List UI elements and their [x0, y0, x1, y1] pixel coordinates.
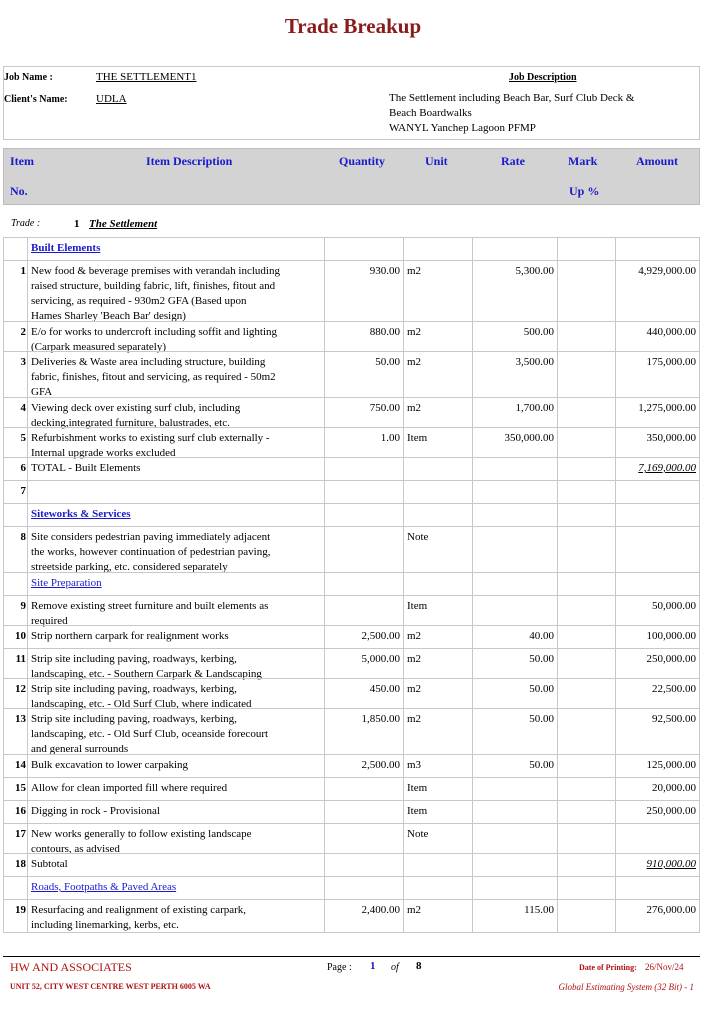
item-description [28, 481, 325, 503]
amount-value: 910,000.00 [646, 858, 696, 870]
item-number: 18 [3, 854, 28, 876]
item-amount [616, 854, 700, 876]
description-line: Site Preparation [31, 577, 102, 589]
item-unit: m2 [404, 709, 473, 754]
item-unit [404, 854, 473, 876]
description-line: Deliveries & Waste area including structure, building [31, 356, 266, 368]
item-rate: 40.00 [473, 626, 558, 648]
item-rate [473, 877, 558, 899]
description-line: Refurbishment works to existing surf club externally - [31, 432, 270, 444]
item-description [28, 709, 325, 754]
job-info-panel [3, 66, 700, 140]
job-name-value: THE SETTLEMENT1 [96, 71, 197, 83]
item-number: 3 [3, 352, 28, 397]
item-unit: m2 [404, 322, 473, 351]
trade-header [3, 212, 700, 236]
item-unit: Item [404, 428, 473, 457]
item-unit [404, 504, 473, 526]
job-description-line: Beach Boardwalks [389, 107, 472, 119]
item-number: 10 [3, 626, 28, 648]
description-line: Internal upgrade works excluded [31, 447, 176, 459]
item-rate: 5,300.00 [473, 261, 558, 321]
footer-date-label: Date of Printing: [579, 963, 637, 972]
col-markup-pct-header: Up % [569, 184, 600, 198]
item-unit: Item [404, 801, 473, 823]
table-row [3, 572, 700, 595]
table-row [3, 678, 700, 708]
item-quantity: 450.00 [325, 679, 404, 708]
item-rate [473, 778, 558, 800]
table-row [3, 595, 700, 625]
description-line: streetside parking, etc. considered separately [31, 561, 228, 573]
description-line: Remove existing street furniture and built elements as [31, 600, 269, 612]
item-amount [616, 322, 700, 351]
table-row [3, 526, 700, 572]
item-markup [558, 481, 616, 503]
client-name-label: Client's Name: [4, 94, 68, 105]
item-quantity: 5,000.00 [325, 649, 404, 678]
amount-value: 22,500.00 [652, 683, 696, 695]
item-quantity: 2,400.00 [325, 900, 404, 932]
item-unit: Note [404, 824, 473, 853]
description-line: Roads, Footpaths & Paved Areas [31, 881, 177, 893]
item-amount [616, 481, 700, 503]
col-rate-header: Rate [501, 154, 525, 168]
footer-page-label: Page : [327, 962, 352, 973]
col-amount-header: Amount [636, 154, 679, 168]
item-quantity: 1.00 [325, 428, 404, 457]
amount-value: 250,000.00 [646, 653, 696, 665]
amount-value: 125,000.00 [646, 759, 696, 771]
item-quantity: 750.00 [325, 398, 404, 427]
description-line: landscaping, etc. - Old Surf Club, where indicated [31, 698, 252, 710]
description-line: the works, however continuation of pedestrian paving, [31, 546, 271, 558]
item-quantity: 880.00 [325, 322, 404, 351]
item-number: 16 [3, 801, 28, 823]
item-quantity [325, 527, 404, 572]
table-row [3, 457, 700, 480]
item-number: 17 [3, 824, 28, 853]
item-amount [616, 709, 700, 754]
description-line: New food & beverage premises with verandah including [31, 265, 280, 277]
description-line: Strip site including paving, roadways, kerbing, [31, 683, 237, 695]
item-number [3, 877, 28, 899]
item-description [28, 778, 325, 800]
item-unit: m2 [404, 900, 473, 932]
item-quantity [325, 824, 404, 853]
item-rate: 50.00 [473, 649, 558, 678]
item-quantity: 930.00 [325, 261, 404, 321]
item-number: 15 [3, 778, 28, 800]
item-number [3, 238, 28, 260]
item-markup [558, 755, 616, 777]
table-row [3, 351, 700, 397]
description-line: contours, as advised [31, 843, 120, 855]
item-rate: 500.00 [473, 322, 558, 351]
item-number: 19 [3, 900, 28, 932]
item-rate [473, 527, 558, 572]
item-markup [558, 428, 616, 457]
item-unit: m2 [404, 352, 473, 397]
amount-value: 92,500.00 [652, 713, 696, 725]
table-row [3, 503, 700, 526]
item-amount [616, 900, 700, 932]
description-line: Resurfacing and realignment of existing carpark, [31, 904, 247, 916]
table-row [3, 777, 700, 800]
description-line: TOTAL - Built Elements [31, 462, 141, 474]
footer-page-number: 1 [370, 960, 376, 972]
footer-system: Global Estimating System (32 Bit) - 1 [558, 982, 694, 992]
table-row [3, 823, 700, 853]
footer-date-value: 26/Nov/24 [645, 962, 684, 972]
item-description [28, 238, 325, 260]
item-quantity [325, 458, 404, 480]
item-number: 1 [3, 261, 28, 321]
item-number: 9 [3, 596, 28, 625]
amount-value: 350,000.00 [646, 432, 696, 444]
item-description [28, 854, 325, 876]
description-line: Digging in rock - Provisional [31, 805, 160, 817]
description-line: Allow for clean imported fill where required [31, 782, 228, 794]
item-number: 5 [3, 428, 28, 457]
trade-label: Trade : [11, 218, 41, 229]
trade-number: 1 [74, 218, 80, 230]
table-row [3, 237, 700, 260]
item-number: 6 [3, 458, 28, 480]
item-description [28, 527, 325, 572]
item-unit: Item [404, 596, 473, 625]
item-number: 13 [3, 709, 28, 754]
item-markup [558, 527, 616, 572]
item-rate [473, 458, 558, 480]
report-title: Trade Breakup [284, 14, 422, 38]
table-row [3, 480, 700, 503]
amount-value: 20,000.00 [652, 782, 696, 794]
item-description [28, 801, 325, 823]
item-markup [558, 458, 616, 480]
item-description [28, 504, 325, 526]
item-quantity: 2,500.00 [325, 626, 404, 648]
item-amount [616, 649, 700, 678]
item-quantity [325, 504, 404, 526]
description-line: Viewing deck over existing surf club, including [31, 402, 241, 414]
item-amount [616, 261, 700, 321]
item-unit [404, 458, 473, 480]
job-description-line: The Settlement including Beach Bar, Surf Club Deck & [389, 92, 635, 104]
item-unit [404, 481, 473, 503]
item-markup [558, 398, 616, 427]
description-line: Site considers pedestrian paving immediately adjacent [31, 531, 271, 543]
item-markup [558, 352, 616, 397]
client-name-value: UDLA [96, 93, 127, 105]
item-rate: 350,000.00 [473, 428, 558, 457]
description-line: Hames Sharley 'Beach Bar' design) [31, 310, 186, 322]
table-row [3, 625, 700, 648]
table-row [3, 648, 700, 678]
item-markup [558, 261, 616, 321]
item-quantity: 50.00 [325, 352, 404, 397]
item-description [28, 679, 325, 708]
footer-company: HW AND ASSOCIATES [10, 960, 132, 974]
item-description [28, 322, 325, 351]
item-number: 11 [3, 649, 28, 678]
item-unit: m2 [404, 398, 473, 427]
description-line: Built Elements [31, 242, 101, 254]
item-description [28, 596, 325, 625]
item-rate: 50.00 [473, 679, 558, 708]
amount-value: 7,169,000.00 [638, 462, 696, 474]
description-line: and general surrounds [31, 743, 129, 755]
trade-items-table [3, 237, 700, 935]
description-line: E/o for works to undercroft including soffit and lighting [31, 326, 278, 338]
description-line: Strip site including paving, roadways, kerbing, [31, 653, 237, 665]
item-amount [616, 527, 700, 572]
item-rate [473, 573, 558, 595]
item-description [28, 900, 325, 932]
table-row [3, 754, 700, 777]
item-number: 14 [3, 755, 28, 777]
item-amount [616, 778, 700, 800]
item-amount [616, 428, 700, 457]
footer-of: of [391, 962, 399, 973]
item-rate [473, 824, 558, 853]
item-description [28, 458, 325, 480]
col-unit-header: Unit [425, 154, 448, 168]
item-unit: Note [404, 527, 473, 572]
item-rate: 50.00 [473, 709, 558, 754]
item-rate: 50.00 [473, 755, 558, 777]
item-unit: Item [404, 778, 473, 800]
description-line: including linemarking, kerbs, etc. [31, 919, 179, 931]
item-amount [616, 458, 700, 480]
job-name-label: Job Name : [4, 72, 53, 83]
item-description [28, 261, 325, 321]
item-number [3, 504, 28, 526]
trade-title: The Settlement [89, 218, 158, 230]
item-quantity [325, 854, 404, 876]
job-description-text [389, 91, 634, 136]
table-row [3, 800, 700, 823]
item-markup [558, 573, 616, 595]
description-line: landscaping, etc. - Old Surf Club, oceanside forecourt [31, 728, 269, 740]
amount-value: 440,000.00 [646, 326, 696, 338]
item-markup [558, 504, 616, 526]
item-amount [616, 626, 700, 648]
description-line: decking,integrated furniture, balustrades, etc. [31, 417, 230, 429]
item-unit [404, 238, 473, 260]
item-rate [473, 801, 558, 823]
description-line: servicing, as required - 930m2 GFA (Based upon [31, 295, 247, 307]
item-description [28, 877, 325, 899]
table-header [3, 148, 700, 205]
item-markup [558, 649, 616, 678]
item-rate [473, 238, 558, 260]
item-markup [558, 596, 616, 625]
description-line: Strip site including paving, roadways, kerbing, [31, 713, 237, 725]
item-rate: 3,500.00 [473, 352, 558, 397]
item-amount [616, 679, 700, 708]
amount-value: 276,000.00 [646, 904, 696, 916]
item-quantity [325, 573, 404, 595]
item-markup [558, 679, 616, 708]
item-quantity [325, 801, 404, 823]
item-amount [616, 352, 700, 397]
footer-total-pages: 8 [416, 960, 422, 972]
item-amount [616, 504, 700, 526]
table-row [3, 260, 700, 321]
col-item-no-header: No. [10, 184, 28, 198]
item-quantity [325, 238, 404, 260]
item-markup [558, 709, 616, 754]
item-quantity [325, 596, 404, 625]
table-row [3, 321, 700, 351]
item-description [28, 428, 325, 457]
item-unit [404, 573, 473, 595]
item-description [28, 649, 325, 678]
item-description [28, 755, 325, 777]
item-amount [616, 877, 700, 899]
item-rate: 115.00 [473, 900, 558, 932]
item-number: 2 [3, 322, 28, 351]
amount-value: 100,000.00 [646, 630, 696, 642]
col-item-header: Item [10, 154, 34, 168]
item-amount [616, 238, 700, 260]
item-description [28, 352, 325, 397]
item-markup [558, 322, 616, 351]
item-quantity [325, 877, 404, 899]
item-amount [616, 755, 700, 777]
item-description [28, 626, 325, 648]
description-line: required [31, 615, 68, 627]
description-line: landscaping, etc. - Southern Carpark & Landscaping [31, 668, 262, 680]
amount-value: 4,929,000.00 [638, 265, 696, 277]
description-line: raised structure, building fabric, lift, finishes, fitout and [31, 280, 276, 292]
item-quantity: 1,850.00 [325, 709, 404, 754]
item-rate [473, 854, 558, 876]
table-row [3, 876, 700, 899]
item-unit: m2 [404, 626, 473, 648]
amount-value: 1,275,000.00 [638, 402, 696, 414]
description-line: Bulk excavation to lower carpaking [31, 759, 189, 771]
description-line: Subtotal [31, 858, 68, 870]
description-line: fabric, finishes, fitout and servicing, as required - 50m2 [31, 371, 276, 383]
item-quantity: 2,500.00 [325, 755, 404, 777]
table-row [3, 708, 700, 754]
table-row [3, 427, 700, 457]
col-markup-header: Mark [568, 154, 598, 168]
job-description-line: WANYL Yanchep Lagoon PFMP [389, 122, 536, 134]
item-unit: m2 [404, 261, 473, 321]
item-quantity [325, 778, 404, 800]
amount-value: 50,000.00 [652, 600, 696, 612]
item-number: 4 [3, 398, 28, 427]
item-amount [616, 596, 700, 625]
item-markup [558, 824, 616, 853]
item-unit: m2 [404, 649, 473, 678]
item-markup [558, 877, 616, 899]
item-markup [558, 900, 616, 932]
item-rate [473, 504, 558, 526]
description-line: Siteworks & Services [31, 508, 131, 520]
item-markup [558, 238, 616, 260]
item-amount [616, 824, 700, 853]
item-number: 12 [3, 679, 28, 708]
item-description [28, 573, 325, 595]
item-description [28, 824, 325, 853]
description-line: Strip northern carpark for realignment works [31, 630, 229, 642]
item-quantity [325, 481, 404, 503]
item-amount [616, 398, 700, 427]
item-markup [558, 801, 616, 823]
description-line: New works generally to follow existing landscape [31, 828, 252, 840]
item-markup [558, 626, 616, 648]
col-description-header: Item Description [146, 154, 233, 168]
footer-divider [3, 956, 700, 957]
item-amount [616, 573, 700, 595]
table-row [3, 899, 700, 933]
item-unit: m2 [404, 679, 473, 708]
item-rate: 1,700.00 [473, 398, 558, 427]
item-number: 8 [3, 527, 28, 572]
item-rate [473, 481, 558, 503]
item-unit [404, 877, 473, 899]
item-number [3, 573, 28, 595]
footer-address: UNIT 52, CITY WEST CENTRE WEST PERTH 6005 WA [10, 982, 211, 991]
item-unit: m3 [404, 755, 473, 777]
item-amount [616, 801, 700, 823]
item-markup [558, 778, 616, 800]
table-row [3, 397, 700, 427]
table-row [3, 853, 700, 876]
item-number: 7 [3, 481, 28, 503]
item-rate [473, 596, 558, 625]
item-description [28, 398, 325, 427]
description-line: (Carpark measured separately) [31, 341, 166, 353]
job-description-label: Job Description [509, 72, 577, 83]
item-markup [558, 854, 616, 876]
description-line: GFA [31, 386, 53, 398]
col-quantity-header: Quantity [339, 154, 386, 168]
amount-value: 175,000.00 [646, 356, 696, 368]
amount-value: 250,000.00 [646, 805, 696, 817]
